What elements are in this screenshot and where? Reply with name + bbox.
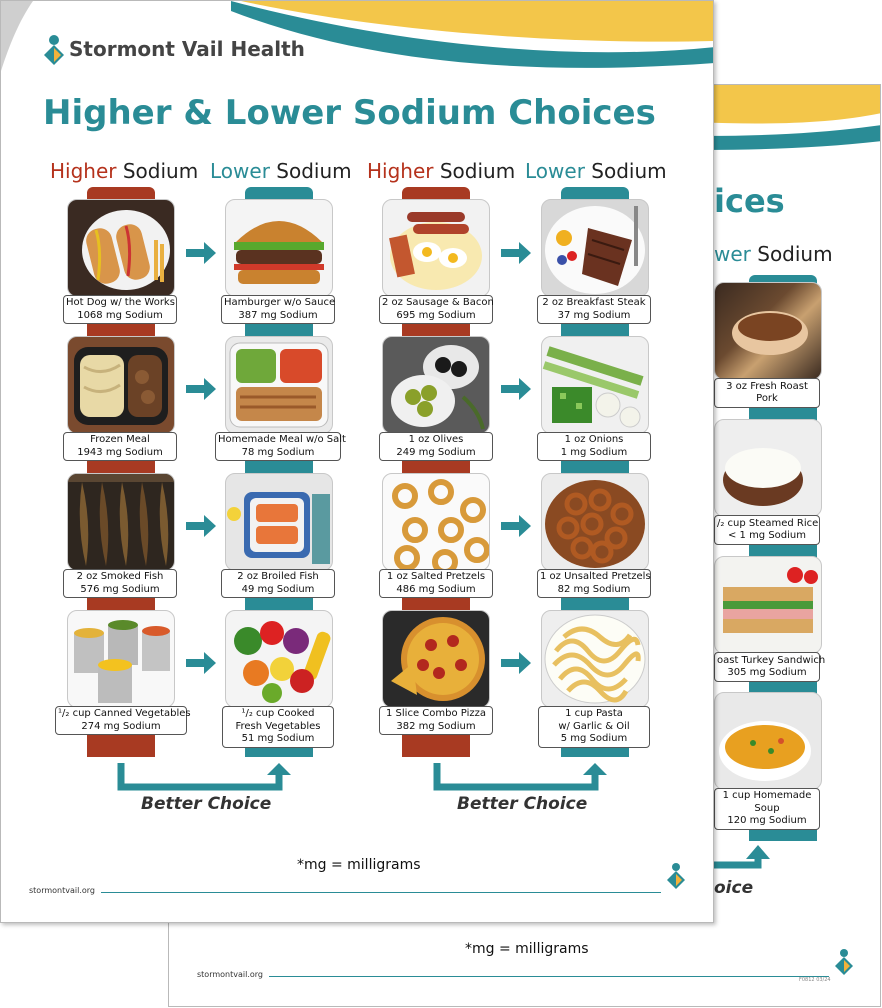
back-item-label: oast Turkey Sandwich 305 mg Sodium [714, 652, 820, 682]
back-item-label: 3 oz Fresh Roast Pork [714, 378, 820, 408]
breakfast-steak-photo [541, 199, 649, 297]
back-better-choice-text: oice [714, 878, 754, 898]
back-form-code: F0812 03/24 [799, 977, 831, 983]
right-arrow-icon [186, 513, 216, 539]
item-label-salted-pretzels: 1 oz Salted Pretzels 486 mg Sodium [379, 569, 493, 598]
back-footer-rule [269, 976, 829, 977]
right-arrow-icon [501, 650, 531, 676]
better-choice-arrow-right [429, 761, 613, 795]
hamburger-photo [225, 199, 333, 297]
unsalted-pretzels-photo [541, 473, 649, 571]
item-label-frozen-meal: Frozen Meal 1943 mg Sodium [63, 432, 177, 461]
back-item-label: 1 cup Homemade Soup 120 mg Sodium [714, 788, 820, 830]
back-footnote: *mg = milligrams [465, 941, 589, 957]
item-label-breakfast-steak: 2 oz Breakfast Steak 37 mg Sodium [537, 295, 651, 324]
column-heading-lower-right: Lower Sodium [525, 159, 667, 183]
homemade-soup-photo [714, 692, 822, 790]
frozen-meal-photo [67, 336, 175, 434]
hot-dog-photo [67, 199, 175, 297]
item-label-canned-vegetables: ¹/₂ cup Canned Vegetables 274 mg Sodium [55, 706, 187, 735]
broiled-fish-photo [225, 473, 333, 571]
right-arrow-icon [186, 240, 216, 266]
right-arrow-icon [186, 650, 216, 676]
brand-name: Stormont Vail Health [69, 37, 305, 61]
brand-logo-icon [43, 34, 67, 66]
item-label-smoked-fish: 2 oz Smoked Fish 576 mg Sodium [63, 569, 177, 598]
better-choice-label-right: Better Choice [457, 794, 588, 814]
item-label-olives: 1 oz Olives 249 mg Sodium [379, 432, 493, 461]
item-label-hot-dog: Hot Dog w/ the Works 1068 mg Sodium [63, 295, 177, 324]
right-arrow-icon [501, 513, 531, 539]
item-label-sausage-bacon: 2 oz Sausage & Bacon 695 mg Sodium [379, 295, 493, 324]
item-label-hamburger: Hamburger w/o Sauce 387 mg Sodium [221, 295, 335, 324]
item-label-broiled-fish: 2 oz Broiled Fish 49 mg Sodium [221, 569, 335, 598]
item-label-onions: 1 oz Onions 1 mg Sodium [537, 432, 651, 461]
back-better-choice-arrow [714, 845, 824, 877]
back-column-heading: wer Sodium [714, 242, 833, 266]
right-arrow-icon [186, 376, 216, 402]
onions-photo [541, 336, 649, 434]
better-choice-arrow-left [113, 761, 297, 795]
right-arrow-icon [501, 240, 531, 266]
column-heading-lower-left: Lower Sodium [210, 159, 352, 183]
back-site-url: stormontvail.org [197, 970, 263, 979]
olives-photo [382, 336, 490, 434]
footer-rule [101, 892, 661, 893]
column-heading-higher-left: Higher Sodium [50, 159, 199, 183]
canned-vegetables-photo [67, 610, 175, 708]
site-url: stormontvail.org [29, 886, 95, 895]
pizza-photo [382, 610, 490, 708]
back-item-label: /₂ cup Steamed Rice < 1 mg Sodium [714, 515, 820, 545]
item-label-pizza: 1 Slice Combo Pizza 382 mg Sodium [379, 706, 493, 735]
page-title: Higher & Lower Sodium Choices [43, 93, 656, 133]
right-arrow-icon [501, 376, 531, 402]
salted-pretzels-photo [382, 473, 490, 571]
column-heading-higher-right: Higher Sodium [367, 159, 516, 183]
better-choice-label-left: Better Choice [141, 794, 272, 814]
item-label-pasta: 1 cup Pasta w/ Garlic & Oil 5 mg Sodium [538, 706, 650, 748]
homemade-meal-photo [225, 336, 333, 434]
roast-pork-photo [714, 282, 822, 380]
turkey-sandwich-photo [714, 556, 822, 654]
sausage-bacon-photo [382, 199, 490, 297]
footnote: *mg = milligrams [297, 857, 421, 873]
item-label-homemade-meal: Homemade Meal w/o Salt 78 mg Sodium [215, 432, 341, 461]
smoked-fish-photo [67, 473, 175, 571]
pasta-photo [541, 610, 649, 708]
item-label-fresh-vegetables: ¹/₂ cup Cooked Fresh Vegetables 51 mg Sodium [222, 706, 334, 748]
back-title-fragment: ices [714, 182, 785, 220]
back-logo-icon [833, 947, 857, 977]
item-label-unsalted-pretzels: 1 oz Unsalted Pretzels 82 mg Sodium [537, 569, 651, 598]
steamed-rice-photo [714, 419, 822, 517]
footer-logo-icon [665, 861, 689, 893]
fresh-vegetables-photo [225, 610, 333, 708]
